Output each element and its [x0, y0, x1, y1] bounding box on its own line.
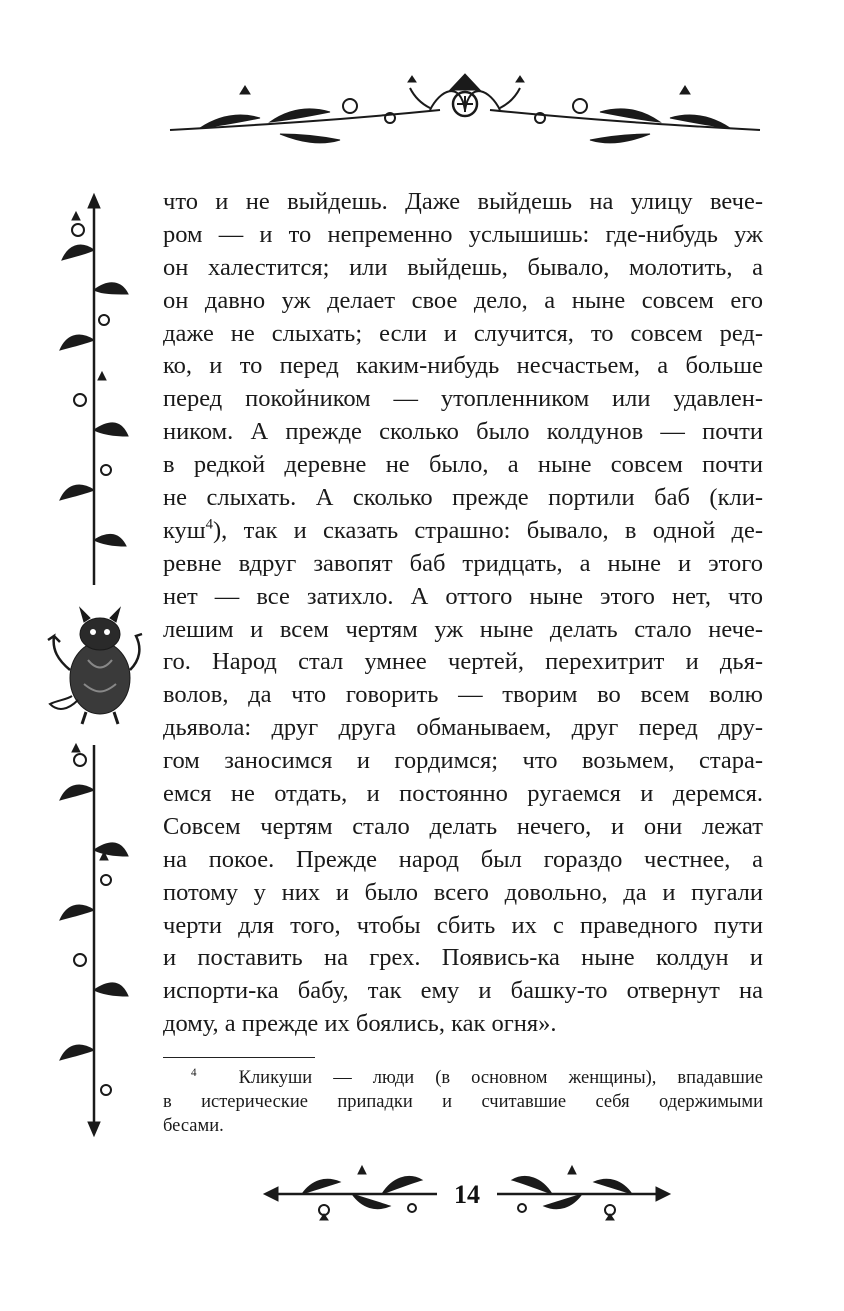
- text-line: даже не слыхать; если и случится, то совсем ред-: [163, 319, 763, 347]
- left-vine-ornament-icon: [50, 190, 130, 590]
- bottom-left-ornament-icon: [262, 1160, 442, 1230]
- text-line: волов, да что говорить — творим во всем волю: [163, 681, 763, 709]
- text-line: ником. А прежде сколько было колдунов — почти: [163, 418, 763, 446]
- footnote-line: в истерические припадки и считавшие себя одержимыми: [163, 1092, 763, 1112]
- footnote-divider: [163, 1057, 315, 1058]
- text-fragment: куш: [163, 516, 206, 544]
- text-line: дьявола: друг друга обманываем, друг перед дру-: [163, 714, 763, 742]
- text-line: ревне вдруг завопят баб тридцать, а ныне и этого: [163, 549, 763, 577]
- text-line: Совсем чертям стало делать нечего, и они лежат: [163, 812, 763, 840]
- text-line: дому, а прежде их боялись, как огня».: [163, 1010, 557, 1038]
- text-line: он халестится; или выйдешь, бывало, молотить, а: [163, 253, 763, 281]
- body-text: [163, 186, 763, 1041]
- text-line: гом заносимся и гордимся; что возьмем, стара-: [163, 747, 763, 775]
- bottom-right-ornament-icon: [492, 1160, 672, 1230]
- page-number: 14: [454, 1180, 480, 1209]
- footnote-line: [163, 1066, 763, 1090]
- text-line: го. Народ стал умнее чертей, перехитрит и дья-: [163, 648, 763, 676]
- text-line: ко, и то перед каким-нибудь несчастьем, а больше: [163, 352, 763, 380]
- text-line: и поставить на грех. Появись-ка ныне колдун и: [163, 944, 763, 972]
- text-line: емся не отдать, и постоянно ругаемся и деремся.: [163, 780, 763, 808]
- text-line: испорти-ка бабу, так ему и башку-то отвернут на: [163, 977, 763, 1005]
- text-line-with-footnote-ref: [163, 515, 763, 548]
- footnote-marker: 4: [191, 1066, 197, 1079]
- left-vine-ornament-lower-icon: [50, 740, 130, 1140]
- text-line: в редкой деревне не было, а ныне совсем почти: [163, 451, 763, 479]
- devil-vignette-icon: [38, 600, 148, 730]
- text-line: нет — все затихло. А оттого ныне этого нет, что: [163, 582, 763, 610]
- text-line: перед покойником — утопленником или удавлен-: [163, 385, 763, 413]
- top-thistle-ornament-icon: [160, 70, 770, 160]
- footnote: [163, 1066, 763, 1138]
- text-line: не слыхать. А сколько прежде портили баб (кли-: [163, 484, 763, 512]
- text-line: на покое. Прежде народ был гораздо честнее, а: [163, 845, 763, 873]
- text-line: черти для того, чтобы сбить их с праведного пути: [163, 911, 763, 939]
- text-line: потому у них и было всего довольно, да и пугали: [163, 878, 763, 906]
- text-fragment: ), так и сказать страшно: бывало, в одной де-: [213, 516, 763, 544]
- text-line: ром — и то непременно услышишь: где-нибудь уж: [163, 220, 763, 248]
- text-line: лешим и всем чертям уж ныне делать стало нече-: [163, 615, 763, 643]
- footnote-reference[interactable]: 4: [205, 516, 214, 533]
- text-line: он давно уж делает свое дело, а ныне совсем его: [163, 286, 763, 314]
- footnote-text: Кликуши — люди (в основном женщины), впадавшие: [238, 1068, 763, 1088]
- text-line: что и не выйдешь. Даже выйдешь на улицу вече-: [163, 188, 763, 215]
- footnote-line: бесами.: [163, 1116, 224, 1136]
